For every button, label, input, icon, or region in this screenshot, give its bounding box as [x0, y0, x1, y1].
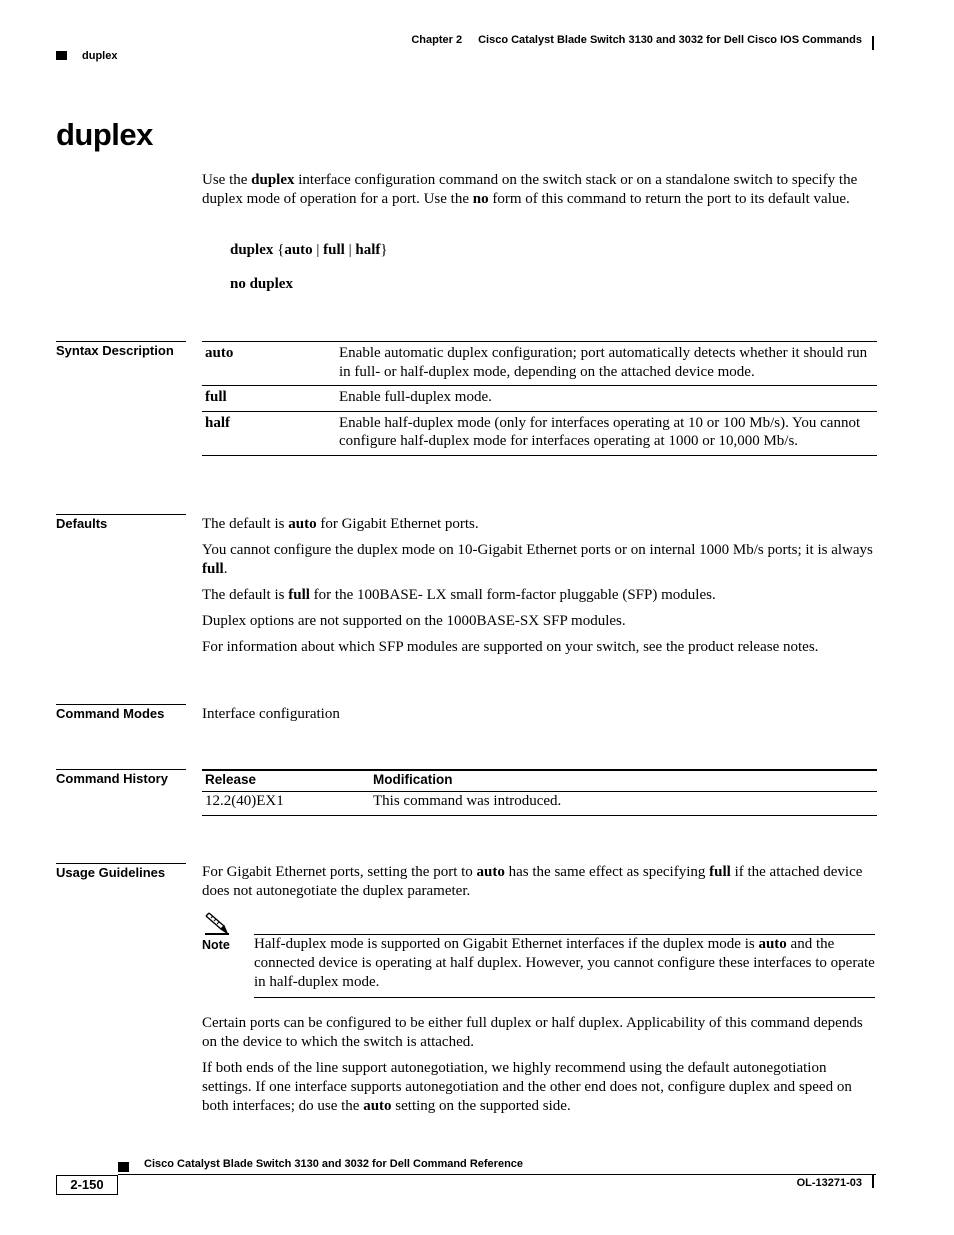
footer-marker [118, 1162, 129, 1172]
defaults-paragraph: You cannot configure the duplex mode on 10-Gigabit Ethernet ports or on internal 1000 Mb/s ports; it is always full. [202, 542, 873, 577]
footer-bar [872, 1175, 874, 1188]
section-label-defaults: Defaults [56, 516, 108, 531]
keyword-cell: half [205, 414, 231, 431]
section-rule [56, 704, 186, 705]
syntax-table [202, 341, 877, 456]
running-header [411, 34, 862, 46]
usage-paragraph: For Gigabit Ethernet ports, setting the port to auto has the same effect as specifying full if the attached device does not autonegotiate the duplex parameter. [202, 864, 863, 899]
header-chapter: Chapter 2 [411, 34, 463, 46]
document-id: OL-13271-03 [796, 1177, 862, 1189]
history-table [202, 769, 877, 816]
description-cell: Enable full-duplex mode. [339, 389, 492, 405]
section-rule [56, 341, 186, 342]
table-row [202, 342, 877, 385]
table-header [202, 769, 877, 792]
header-marker [56, 51, 67, 60]
no-form-syntax: no duplex [230, 276, 293, 292]
header-bar [872, 36, 874, 50]
section-rule [56, 863, 186, 864]
command-modes-text: Interface configuration [202, 706, 340, 722]
section-rule [56, 769, 186, 770]
section-rule [56, 514, 186, 515]
syntax-line: duplex {auto | full | half} [230, 242, 388, 258]
description-cell: Enable half-duplex mode (only for interfaces operating at 10 or 100 Mb/s). You cannot configure half-duplex mode for interfaces operating at 1000 or 10,000 Mb/s. [339, 414, 861, 449]
table-row [202, 792, 877, 816]
defaults-paragraph: The default is full for the 100BASE- LX small form-factor pluggable (SFP) modules. [202, 587, 716, 603]
defaults-paragraph: For information about which SFP modules are supported on your switch, see the product release notes. [202, 639, 819, 655]
page-title: duplex [56, 117, 153, 152]
note-bottom-rule [254, 997, 875, 998]
usage-body [202, 1014, 876, 1123]
table-row [202, 411, 877, 455]
defaults-body [202, 515, 876, 664]
intro-paragraph: Use the duplex interface configuration command on the switch stack or on a standalone switch to specify the duplex mode of operation for a port. Use the no form of this command to return the port to its default value. [202, 172, 858, 207]
section-label-command-history: Command History [56, 771, 168, 786]
header-section: duplex [82, 50, 118, 62]
column-header-release: Release [205, 772, 257, 787]
note-text: Half-duplex mode is supported on Gigabit Ethernet interfaces if the duplex mode is auto and the connected device is operating at half duplex. However, you cannot configure these interfaces to operate in half-duplex mode. [254, 936, 875, 990]
note-label: Note [202, 938, 230, 952]
modification-cell: This command was introduced. [373, 793, 562, 809]
section-label-command-modes: Command Modes [56, 706, 165, 721]
usage-paragraph: Certain ports can be configured to be either full duplex or half duplex. Applicability of this command depends on the device to which the switch is attached. [202, 1015, 863, 1050]
footer-rule [118, 1174, 876, 1175]
section-label-usage-guidelines: Usage Guidelines [56, 865, 166, 880]
defaults-paragraph: Duplex options are not supported on the 1000BASE-SX SFP modules. [202, 613, 626, 629]
footer-title: Cisco Catalyst Blade Switch 3130 and 3032 for Dell Command Reference [144, 1158, 524, 1170]
description-cell: Enable automatic duplex configuration; port automatically detects whether it should run in full- or half-duplex mode, depending on the attached device mode. [339, 345, 868, 380]
header-book-title: Cisco Catalyst Blade Switch 3130 and 3032 for Dell Cisco IOS Commands [478, 34, 862, 46]
page-number: 2-150 [56, 1175, 118, 1195]
usage-paragraph: If both ends of the line support autonegotiation, we highly recommend using the default autonegotiation settings. If one interface supports autonegotiation and the other end does not, configure duplex and speed on both interfaces; do use the auto setting on the supported side. [202, 1060, 852, 1114]
release-cell: 12.2(40)EX1 [205, 793, 284, 809]
defaults-paragraph: The default is auto for Gigabit Ethernet ports. [202, 516, 479, 532]
column-header-modification: Modification [373, 772, 453, 787]
keyword-cell: auto [205, 345, 234, 361]
keyword-cell: full [205, 389, 227, 405]
table-row [202, 385, 877, 411]
section-label-syntax-description: Syntax Description [56, 343, 174, 358]
pencil-note-icon [203, 912, 231, 936]
